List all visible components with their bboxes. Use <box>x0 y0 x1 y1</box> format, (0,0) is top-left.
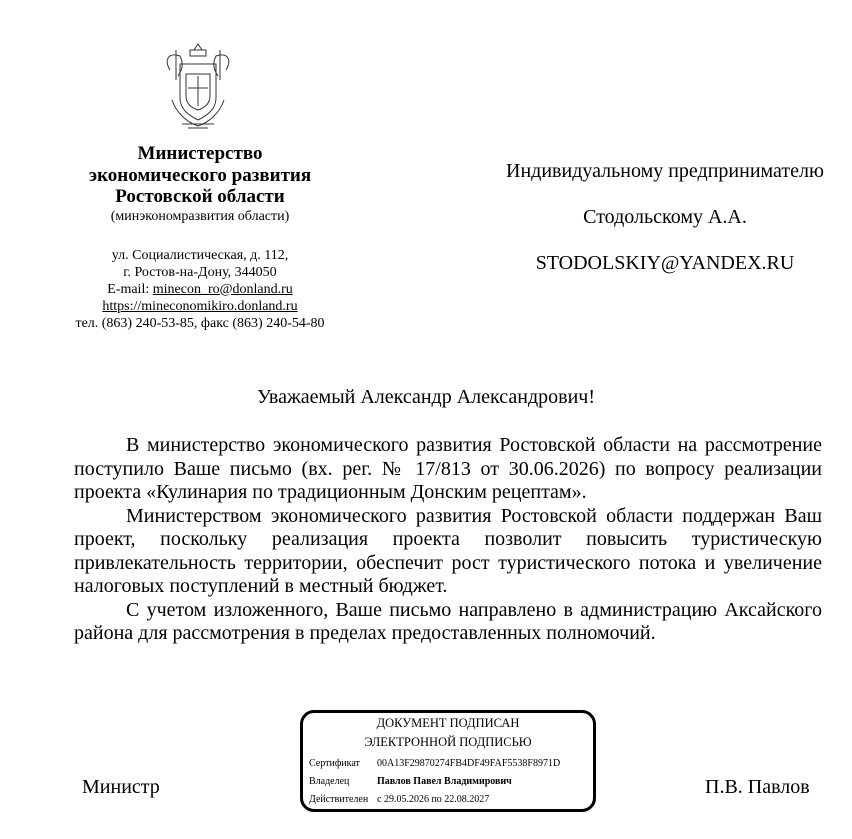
letter-body <box>74 434 822 646</box>
signer-name: П.В. Павлов <box>705 776 810 798</box>
validity-label: Действителен <box>309 794 369 805</box>
address-line1: ул. Социалистическая, д. 112, <box>111 247 289 263</box>
contacts <box>60 247 340 332</box>
validity-value: с 29.05.2026 по 22.08.2027 <box>377 794 490 805</box>
e-signature-stamp <box>300 710 596 812</box>
email-label: E-mail: <box>107 281 153 297</box>
recipient-email: STODOLSKIY@YANDEX.RU <box>535 252 795 274</box>
coat-of-arms-icon <box>158 40 238 132</box>
stamp-title-line2: ЭЛЕКТРОННОЙ ПОДПИСЬЮ <box>364 735 532 749</box>
address-line2: г. Ростов-на-Дону, 344050 <box>123 264 277 280</box>
paragraph-3: С учетом изложенного, Ваше письмо направлено в администрацию Аксайского района для рассмотрения в пределах предоставленных полномочий. <box>74 598 822 644</box>
ministry-short-name: (минэкономразвития области) <box>110 208 290 224</box>
stamp-owner-row <box>309 776 512 787</box>
stamp-title-line1: ДОКУМЕНТ ПОДПИСАН <box>376 716 520 730</box>
recipient-block <box>490 158 840 296</box>
paragraph-2: Министерством экономического развития Ростовской области поддержан Ваш проект, поскольку реализация проекта позволит повысить туристическую привлекательность территории, обеспечит рост туристического потока и увеличение налоговых поступлений в местный бюджет. <box>74 504 822 597</box>
phone-fax: тел. (863) 240-53-85, факс (863) 240-54-80 <box>75 315 325 331</box>
stamp-validity-row <box>309 794 489 805</box>
recipient-title: Индивидуальному предпринимателю <box>506 160 824 182</box>
website-link[interactable]: https://mineconomikiro.donland.ru <box>102 298 298 314</box>
ministry-name-line1: Министерство <box>137 143 263 164</box>
owner-label: Владелец <box>309 776 350 787</box>
signer-role: Министр <box>82 776 160 798</box>
ministry-name-line2: экономического развития <box>88 164 312 186</box>
ministry-name-line3: Ростовской области <box>115 186 285 207</box>
stamp-certificate-row <box>309 758 560 769</box>
sender-block <box>60 143 340 332</box>
salutation: Уважаемый Александр Александрович! <box>257 386 595 408</box>
owner-value: Павлов Павел Владимирович <box>377 776 512 787</box>
email-line <box>60 281 340 298</box>
email-link[interactable]: minecon_ro@donland.ru <box>152 281 293 297</box>
recipient-name: Стодольскому А.А. <box>583 206 747 228</box>
certificate-value: 00A13F29870274FB4DF49FAF5538F8971D <box>377 758 561 769</box>
paragraph-1: В министерство экономического развития Ростовской области на рассмотрение поступило Ваше письмо (вх. рег. № 17/813 от 30.06.2026) по вопросу реализации проекта «Кулинария по традиционным Донским рецептам». <box>74 434 822 503</box>
certificate-label: Сертификат <box>309 758 360 769</box>
